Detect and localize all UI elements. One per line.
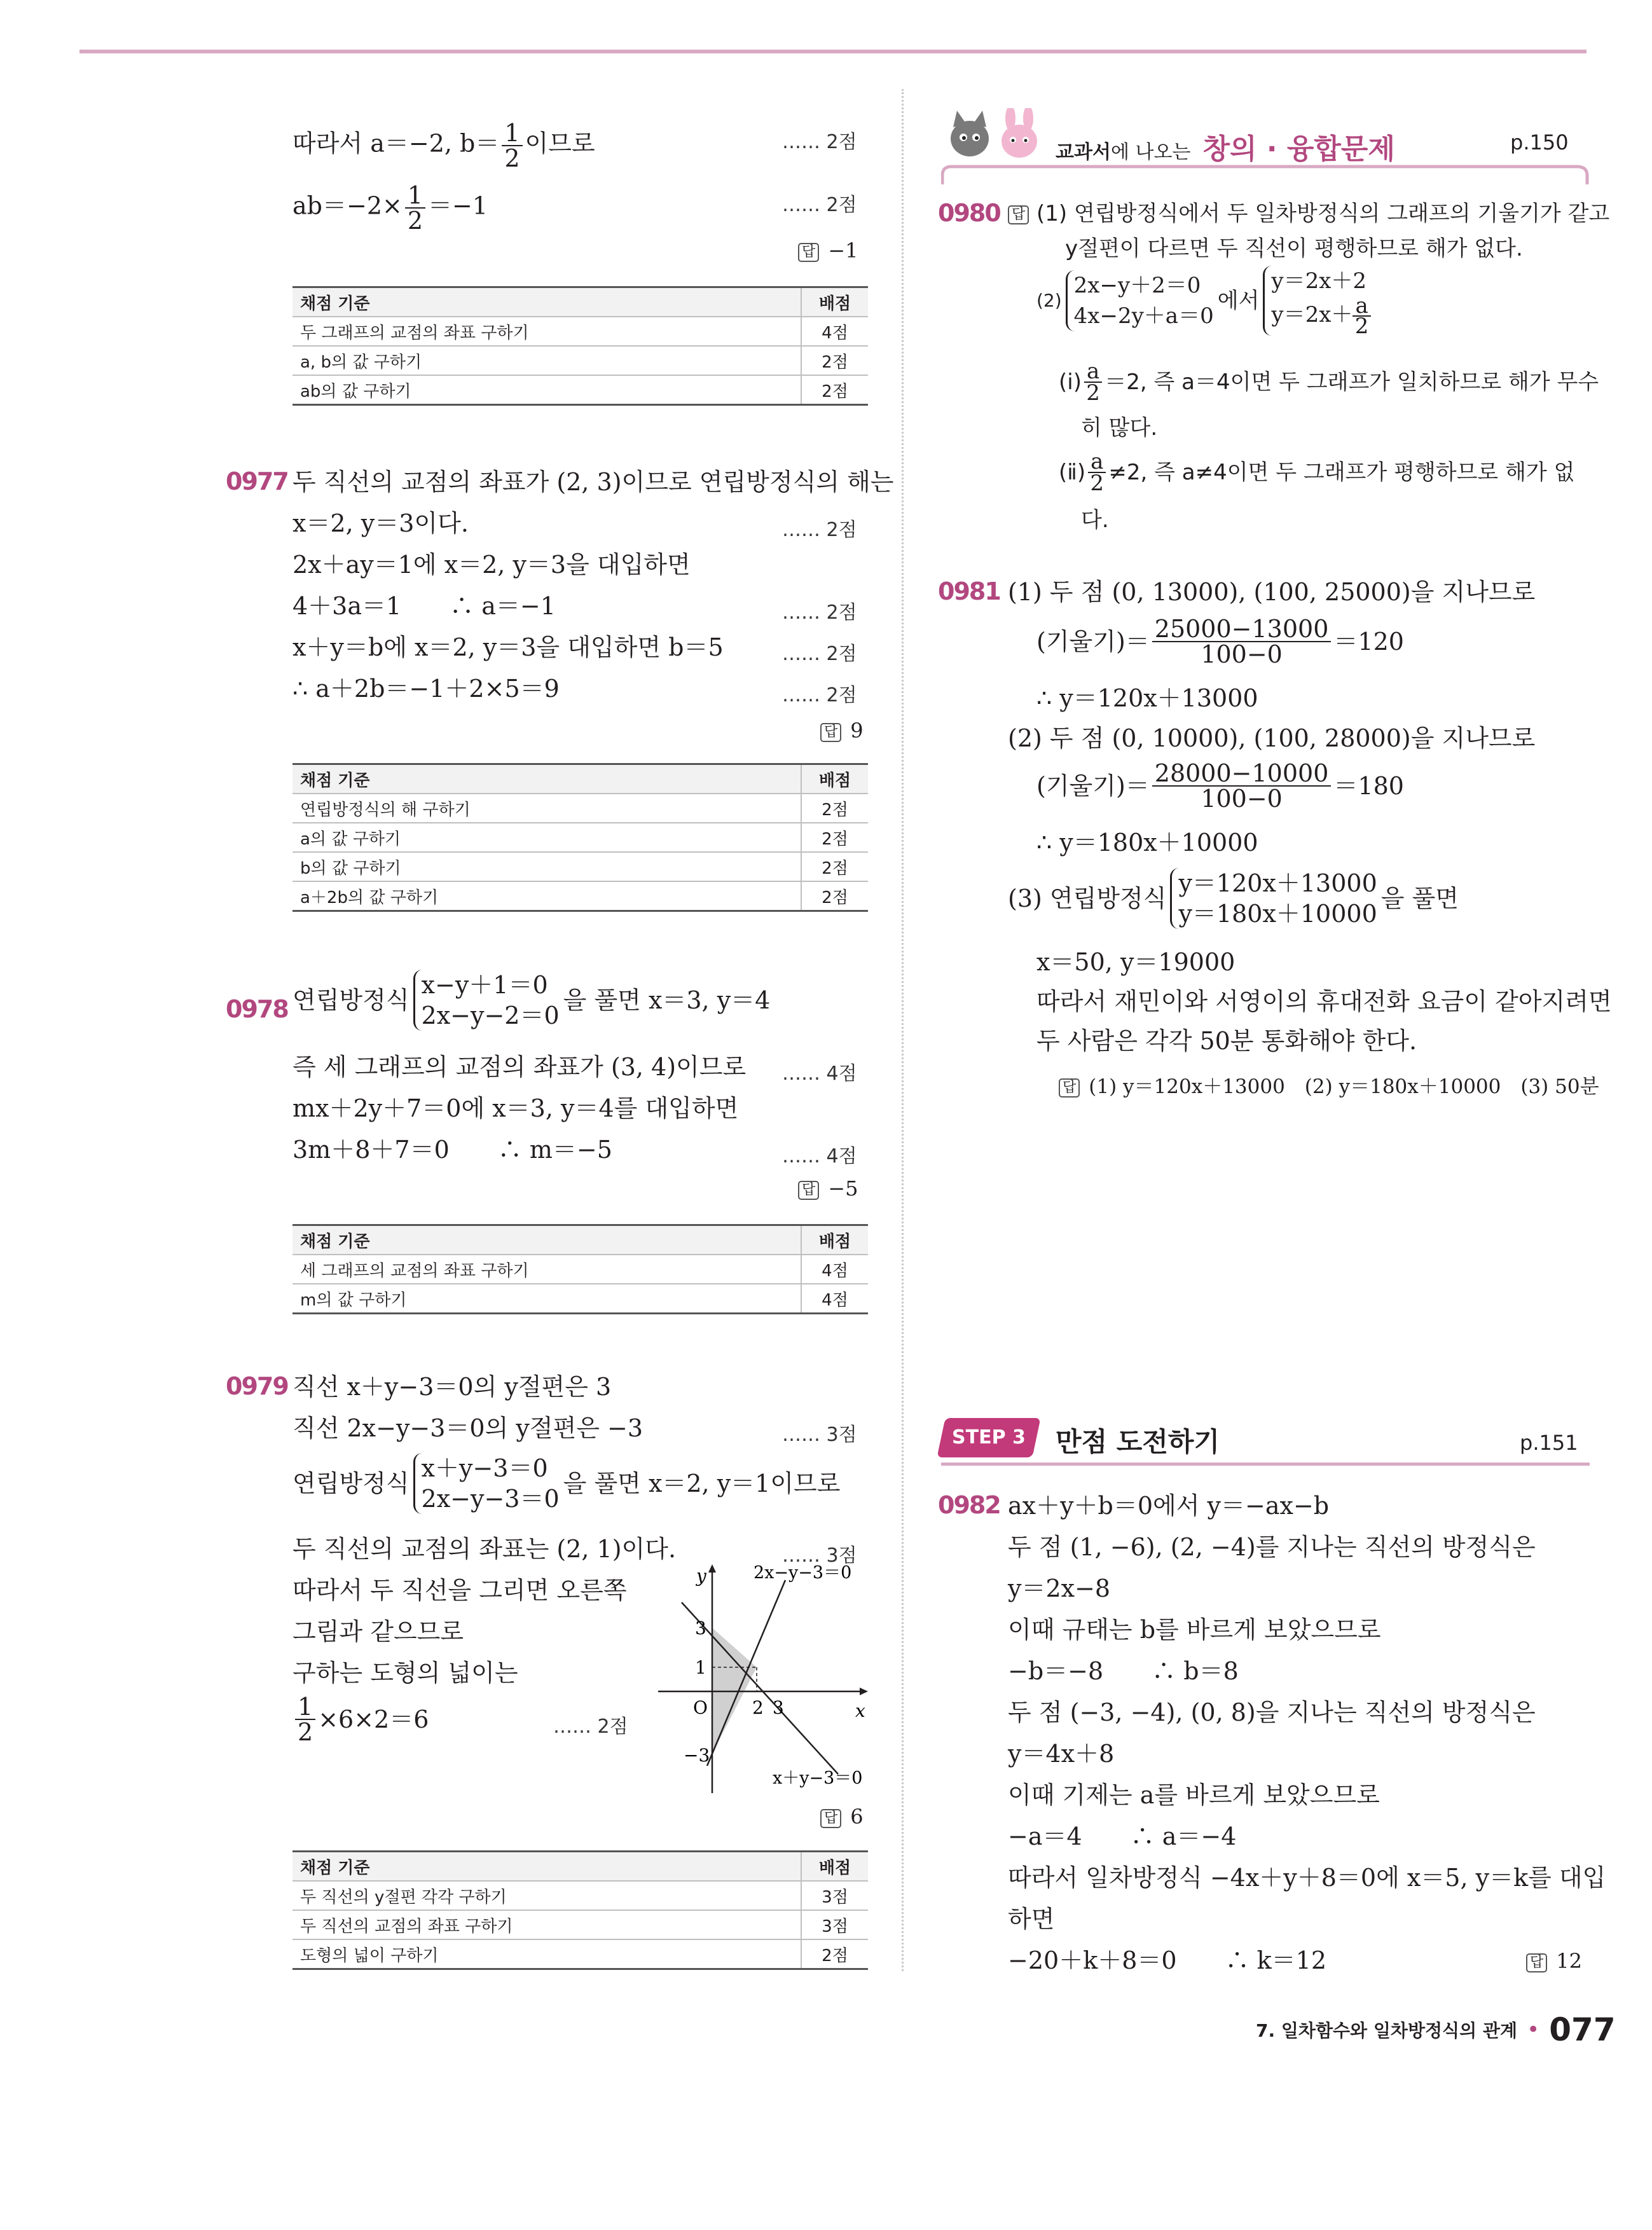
q0977-points2: …… 2점 bbox=[782, 519, 857, 541]
q0979-answer: 답 6 bbox=[820, 1805, 864, 1829]
q0980-case-i-cont: 히 많다. bbox=[1081, 415, 1158, 441]
q0981-answer: 답 (1) y＝120x＋13000 (2) y＝180x＋10000 (3) 50분 bbox=[1059, 1070, 1599, 1099]
q0978-answer: 답 −5 bbox=[798, 1176, 858, 1201]
q0981-number: 0981 bbox=[938, 577, 1000, 605]
q0979-points2: …… 3점 bbox=[782, 1424, 857, 1446]
q0982-line8: 이때 기제는 a를 바르게 보았으므로 bbox=[1008, 1781, 1380, 1809]
q0979-line7: 구하는 도형의 넓이는 bbox=[293, 1659, 518, 1687]
q0976-line2: ab＝−2× $\frac{1}{2}$ ＝−1 bbox=[293, 181, 488, 235]
table-row: 세 그래프의 교점의 좌표 구하기 4점 bbox=[293, 1255, 868, 1284]
q0982-line11: 하면 bbox=[1008, 1905, 1055, 1933]
q0976-grading-table: 채점 기준 배점 두 그래프의 교점의 좌표 구하기 4점 a, b의 값 구하기 2점 ab의 값 구하기 2점 bbox=[293, 286, 868, 406]
section1-page: p.150 bbox=[1510, 130, 1569, 155]
q0982-line3: y＝2x−8 bbox=[1008, 1574, 1111, 1602]
table-row: ab의 값 구하기 2점 bbox=[293, 375, 868, 405]
answer-label: 답 bbox=[820, 723, 841, 742]
table-row: a, b의 값 구하기 2점 bbox=[293, 346, 868, 375]
footer bbox=[1256, 2011, 1616, 2048]
q0977-points5: …… 2점 bbox=[782, 643, 857, 665]
q0978-number: 0978 bbox=[226, 995, 288, 1023]
q0981-p2-result: ∴ y＝180x＋10000 bbox=[1036, 829, 1258, 857]
q0978-points2: …… 4점 bbox=[782, 1063, 857, 1085]
q0977-answer: 답 9 bbox=[820, 719, 864, 743]
step3-badge: STEP 3 bbox=[937, 1418, 1040, 1457]
q0982-line1: ax＋y＋b＝0에서 y＝−ax−b bbox=[1008, 1492, 1330, 1520]
q0980-number: 0980 bbox=[938, 199, 1000, 227]
equation-system: y＝120x＋13000 y＝180x＋10000 bbox=[1170, 868, 1377, 929]
q0982-line4: 이때 규태는 b를 바르게 보았으므로 bbox=[1008, 1616, 1381, 1644]
q0977-grading-table: 채점 기준 배점 연립방정식의 해 구하기 2점 a의 값 구하기 2점 b의 값 구하기 2점 a＋2b의 값 구하기 2점 bbox=[293, 763, 868, 912]
q0979-points4: …… 3점 bbox=[782, 1545, 857, 1567]
q0979-line2: 직선 2x−y−3＝0의 y절편은 −3 bbox=[293, 1414, 644, 1442]
section2-underline bbox=[941, 1463, 1590, 1466]
q0980-p2: (2) 2x−y＋2＝0 4x−2y＋a＝0 에서 y＝2x＋2 y＝2x＋ $\frac{a}{2}$ bbox=[1036, 266, 1375, 336]
q0977-points4: …… 2점 bbox=[782, 602, 857, 624]
q0980-case-i: (ⅰ) $\frac{a}{2}$ ＝2, 즉 a＝4이면 두 그래프가 일치하므로 해가 무수 bbox=[1059, 359, 1599, 406]
answer-label: 답 bbox=[798, 243, 819, 262]
x-axis-arrow bbox=[860, 1688, 868, 1695]
answer-label: 답 bbox=[1059, 1078, 1080, 1098]
q0978-line4: 3m＋8＋7＝0 ∴ m＝−5 bbox=[293, 1136, 612, 1164]
q0979-line3: 연립방정식 x＋y−3＝0 2x−y−3＝0 을 풀면 x＝2, y＝1이므로 bbox=[293, 1454, 841, 1513]
q0976-points1: …… 2점 bbox=[782, 131, 857, 153]
q0982-line7: y＝4x＋8 bbox=[1008, 1740, 1115, 1768]
tick-y1: 1 bbox=[695, 1657, 706, 1678]
q0979-line1: 직선 x＋y−3＝0의 y절편은 3 bbox=[293, 1373, 612, 1401]
q0978-line2: 즉 세 그래프의 교점의 좌표가 (3, 4)이므로 bbox=[293, 1053, 747, 1081]
table-row: 도형의 넓이 구하기 2점 bbox=[293, 1939, 868, 1969]
q0977-line5: x＋y＝b에 x＝2, y＝3을 대입하면 b＝5 bbox=[293, 633, 724, 661]
q0978-grading-table: 채점 기준 배점 세 그래프의 교점의 좌표 구하기 4점 m의 값 구하기 4점 bbox=[293, 1224, 868, 1314]
origin-label: O bbox=[693, 1697, 708, 1718]
q0977-line2: x＝2, y＝3이다. bbox=[293, 509, 469, 537]
q0980-case-ii-cont: 다. bbox=[1081, 507, 1109, 533]
q0979-line4: 두 직선의 교점의 좌표는 (2, 1)이다. bbox=[293, 1535, 677, 1563]
fraction: $\frac{25000-13000}{100-0}$ bbox=[1152, 617, 1332, 666]
y-axis-label: y bbox=[696, 1566, 706, 1586]
table-row: 연립방정식의 해 구하기 2점 bbox=[293, 794, 868, 823]
label-line1: 2x−y−3＝0 bbox=[754, 1563, 852, 1583]
table-row: 두 직선의 교점의 좌표 구하기 3점 bbox=[293, 1910, 868, 1939]
fraction: $\frac{1}{2}$ bbox=[502, 121, 522, 170]
q0977-line3: 2x＋ay＝1에 x＝2, y＝3을 대입하면 bbox=[293, 551, 691, 579]
q0980-case-ii: (ⅱ) $\frac{a}{2}$ ≠2, 즉 a≠4이면 두 그래프가 평행하므로 해가 없 bbox=[1059, 449, 1575, 496]
mascot-illustration bbox=[944, 108, 1052, 165]
fraction: $\frac{a}{2}$ bbox=[1353, 296, 1370, 336]
q0982-line12: −20＋k＋8＝0 ∴ k＝12 bbox=[1008, 1946, 1327, 1974]
footer-page-number: 077 bbox=[1549, 2011, 1616, 2048]
q0981-p2: (2) 두 점 (0, 10000), (100, 28000)을 지나므로 bbox=[1008, 724, 1536, 752]
q0978-line1: 연립방정식 x−y＋1＝0 2x−y−2＝0 을 풀면 x＝3, y＝4 bbox=[293, 971, 771, 1029]
section1-underline bbox=[941, 164, 1590, 186]
q0976-points2: …… 2점 bbox=[782, 194, 857, 216]
answer-label: 답 bbox=[1008, 205, 1029, 224]
q0981-p1-result: ∴ y＝120x＋13000 bbox=[1036, 684, 1258, 712]
fraction: $\frac{1}{2}$ bbox=[405, 183, 425, 233]
answer-label: 답 bbox=[798, 1181, 819, 1200]
q0978-points4: …… 4점 bbox=[782, 1145, 857, 1167]
q0979-line8: $\frac{1}{2}$ ×6×2＝6 bbox=[293, 1695, 429, 1744]
table-row: b의 값 구하기 2점 bbox=[293, 852, 868, 881]
q0982-number: 0982 bbox=[938, 1491, 1000, 1519]
q0981-p3: (3) 연립방정식 y＝120x＋13000 y＝180x＋10000 을 풀면 bbox=[1008, 869, 1459, 928]
q0977-line4: 4＋3a＝1 ∴ a＝−1 bbox=[293, 592, 556, 620]
fraction: $\frac{a}{2}$ bbox=[1088, 451, 1106, 493]
table-row: 두 직선의 y절편 각각 구하기 3점 bbox=[293, 1881, 868, 1910]
column-divider bbox=[902, 89, 904, 1971]
top-rule bbox=[79, 50, 1587, 53]
table-row: m의 값 구하기 4점 bbox=[293, 1284, 868, 1314]
table-row: a＋2b의 값 구하기 2점 bbox=[293, 881, 868, 911]
tick-x3: 3 bbox=[773, 1697, 784, 1718]
q0982-line2: 두 점 (1, −6), (2, −4)를 지나는 직선의 방정식은 bbox=[1008, 1533, 1536, 1561]
table-row: a의 값 구하기 2점 bbox=[293, 823, 868, 852]
q0981-p3-text2: 두 사람은 각각 50분 통화해야 한다. bbox=[1036, 1027, 1417, 1055]
answer-label: 답 bbox=[1526, 1953, 1547, 1972]
q0982-answer: 답 12 bbox=[1526, 1949, 1582, 1973]
q0977-number: 0977 bbox=[226, 467, 288, 495]
q0980-p1b: y절편이 다르면 두 직선이 평행하므로 해가 없다. bbox=[1065, 236, 1523, 261]
q0976-answer: 답 −1 bbox=[798, 238, 858, 263]
q0979-line5: 따라서 두 직선을 그리면 오른쪽 bbox=[293, 1576, 627, 1604]
q0981-p3-text1: 따라서 재민이와 서영이의 휴대전화 요금이 같아지려면 bbox=[1036, 988, 1612, 1015]
q0981-p1-slope: (기울기)＝ $\frac{25000-13000}{100-0}$ ＝120 bbox=[1036, 615, 1404, 668]
equation-system: x−y＋1＝0 2x−y−2＝0 bbox=[413, 970, 560, 1031]
equation-system: x＋y−3＝0 2x−y−3＝0 bbox=[413, 1453, 560, 1514]
section1-title: 교과서에 나오는 창의 · 융합문제 bbox=[1056, 133, 1395, 165]
footer-bullet: • bbox=[1527, 2017, 1540, 2042]
tick-y3: 3 bbox=[695, 1618, 706, 1639]
q0981-p3-result: x＝50, y＝19000 bbox=[1036, 948, 1236, 976]
equation-system: 2x−y＋2＝0 4x−2y＋a＝0 bbox=[1066, 270, 1214, 331]
q0982-line5: −b＝−8 ∴ b＝8 bbox=[1008, 1657, 1239, 1685]
q0982-line6: 두 점 (−3, −4), (0, 8)을 지나는 직선의 방정식은 bbox=[1008, 1698, 1536, 1726]
q0977-points6: …… 2점 bbox=[782, 684, 857, 706]
tick-x2: 2 bbox=[752, 1697, 764, 1718]
q0979-grading-table: 채점 기준 배점 두 직선의 y절편 각각 구하기 3점 두 직선의 교점의 좌표 구하기 3점 도형의 넓이 구하기 2점 bbox=[293, 1850, 868, 1970]
q0977-line6: ∴ a＋2b＝−1＋2×5＝9 bbox=[293, 675, 560, 703]
table-row: 두 그래프의 교점의 좌표 구하기 4점 bbox=[293, 317, 868, 346]
label-line2: x＋y−3＝0 bbox=[773, 1768, 863, 1788]
q0978-line3: mx＋2y＋7＝0에 x＝3, y＝4를 대입하면 bbox=[293, 1094, 739, 1122]
fraction: $\frac{1}{2}$ bbox=[295, 1695, 315, 1744]
q0977-line1: 두 직선의 교점의 좌표가 (2, 3)이므로 연립방정식의 해는 bbox=[293, 468, 894, 496]
section2-page: p.151 bbox=[1520, 1431, 1578, 1455]
q0982-line9: −a＝4 ∴ a＝−4 bbox=[1008, 1822, 1237, 1850]
fraction: $\frac{a}{2}$ bbox=[1084, 361, 1102, 403]
fraction: $\frac{28000-10000}{100-0}$ bbox=[1152, 761, 1332, 811]
equation-system: y＝2x＋2 y＝2x＋ $\frac{a}{2}$ bbox=[1263, 266, 1370, 336]
q0979-points8: …… 2점 bbox=[553, 1716, 628, 1738]
section2-title: 만점 도전하기 bbox=[1056, 1426, 1220, 1457]
footer-chapter: 7. 일차함수와 일차방정식의 관계 bbox=[1256, 2020, 1517, 2041]
q0980-p1a: (1) 연립방정식에서 두 일차방정식의 그래프의 기울기가 같고 bbox=[1036, 201, 1610, 226]
q0979-number: 0979 bbox=[226, 1372, 288, 1400]
answer-label: 답 bbox=[820, 1809, 841, 1828]
q0981-p2-slope: (기울기)＝ $\frac{28000-10000}{100-0}$ ＝180 bbox=[1036, 759, 1404, 813]
q0980-answer-label bbox=[1008, 201, 1038, 225]
tick-ym3: −3 bbox=[684, 1745, 710, 1766]
q0981-p1: (1) 두 점 (0, 13000), (100, 25000)을 지나므로 bbox=[1008, 578, 1536, 606]
q0982-line10: 따라서 일차방정식 −4x＋y＋8＝0에 x＝5, y＝k를 대입 bbox=[1008, 1864, 1606, 1892]
q0979-graph bbox=[655, 1558, 897, 1800]
q0979-line6: 그림과 같으므로 bbox=[293, 1618, 464, 1646]
x-axis-label: x bbox=[855, 1700, 865, 1721]
y-axis-arrow bbox=[708, 1564, 716, 1573]
q0976-line1: 따라서 a＝−2, b＝ $\frac{1}{2}$ 이므로 bbox=[293, 119, 595, 172]
